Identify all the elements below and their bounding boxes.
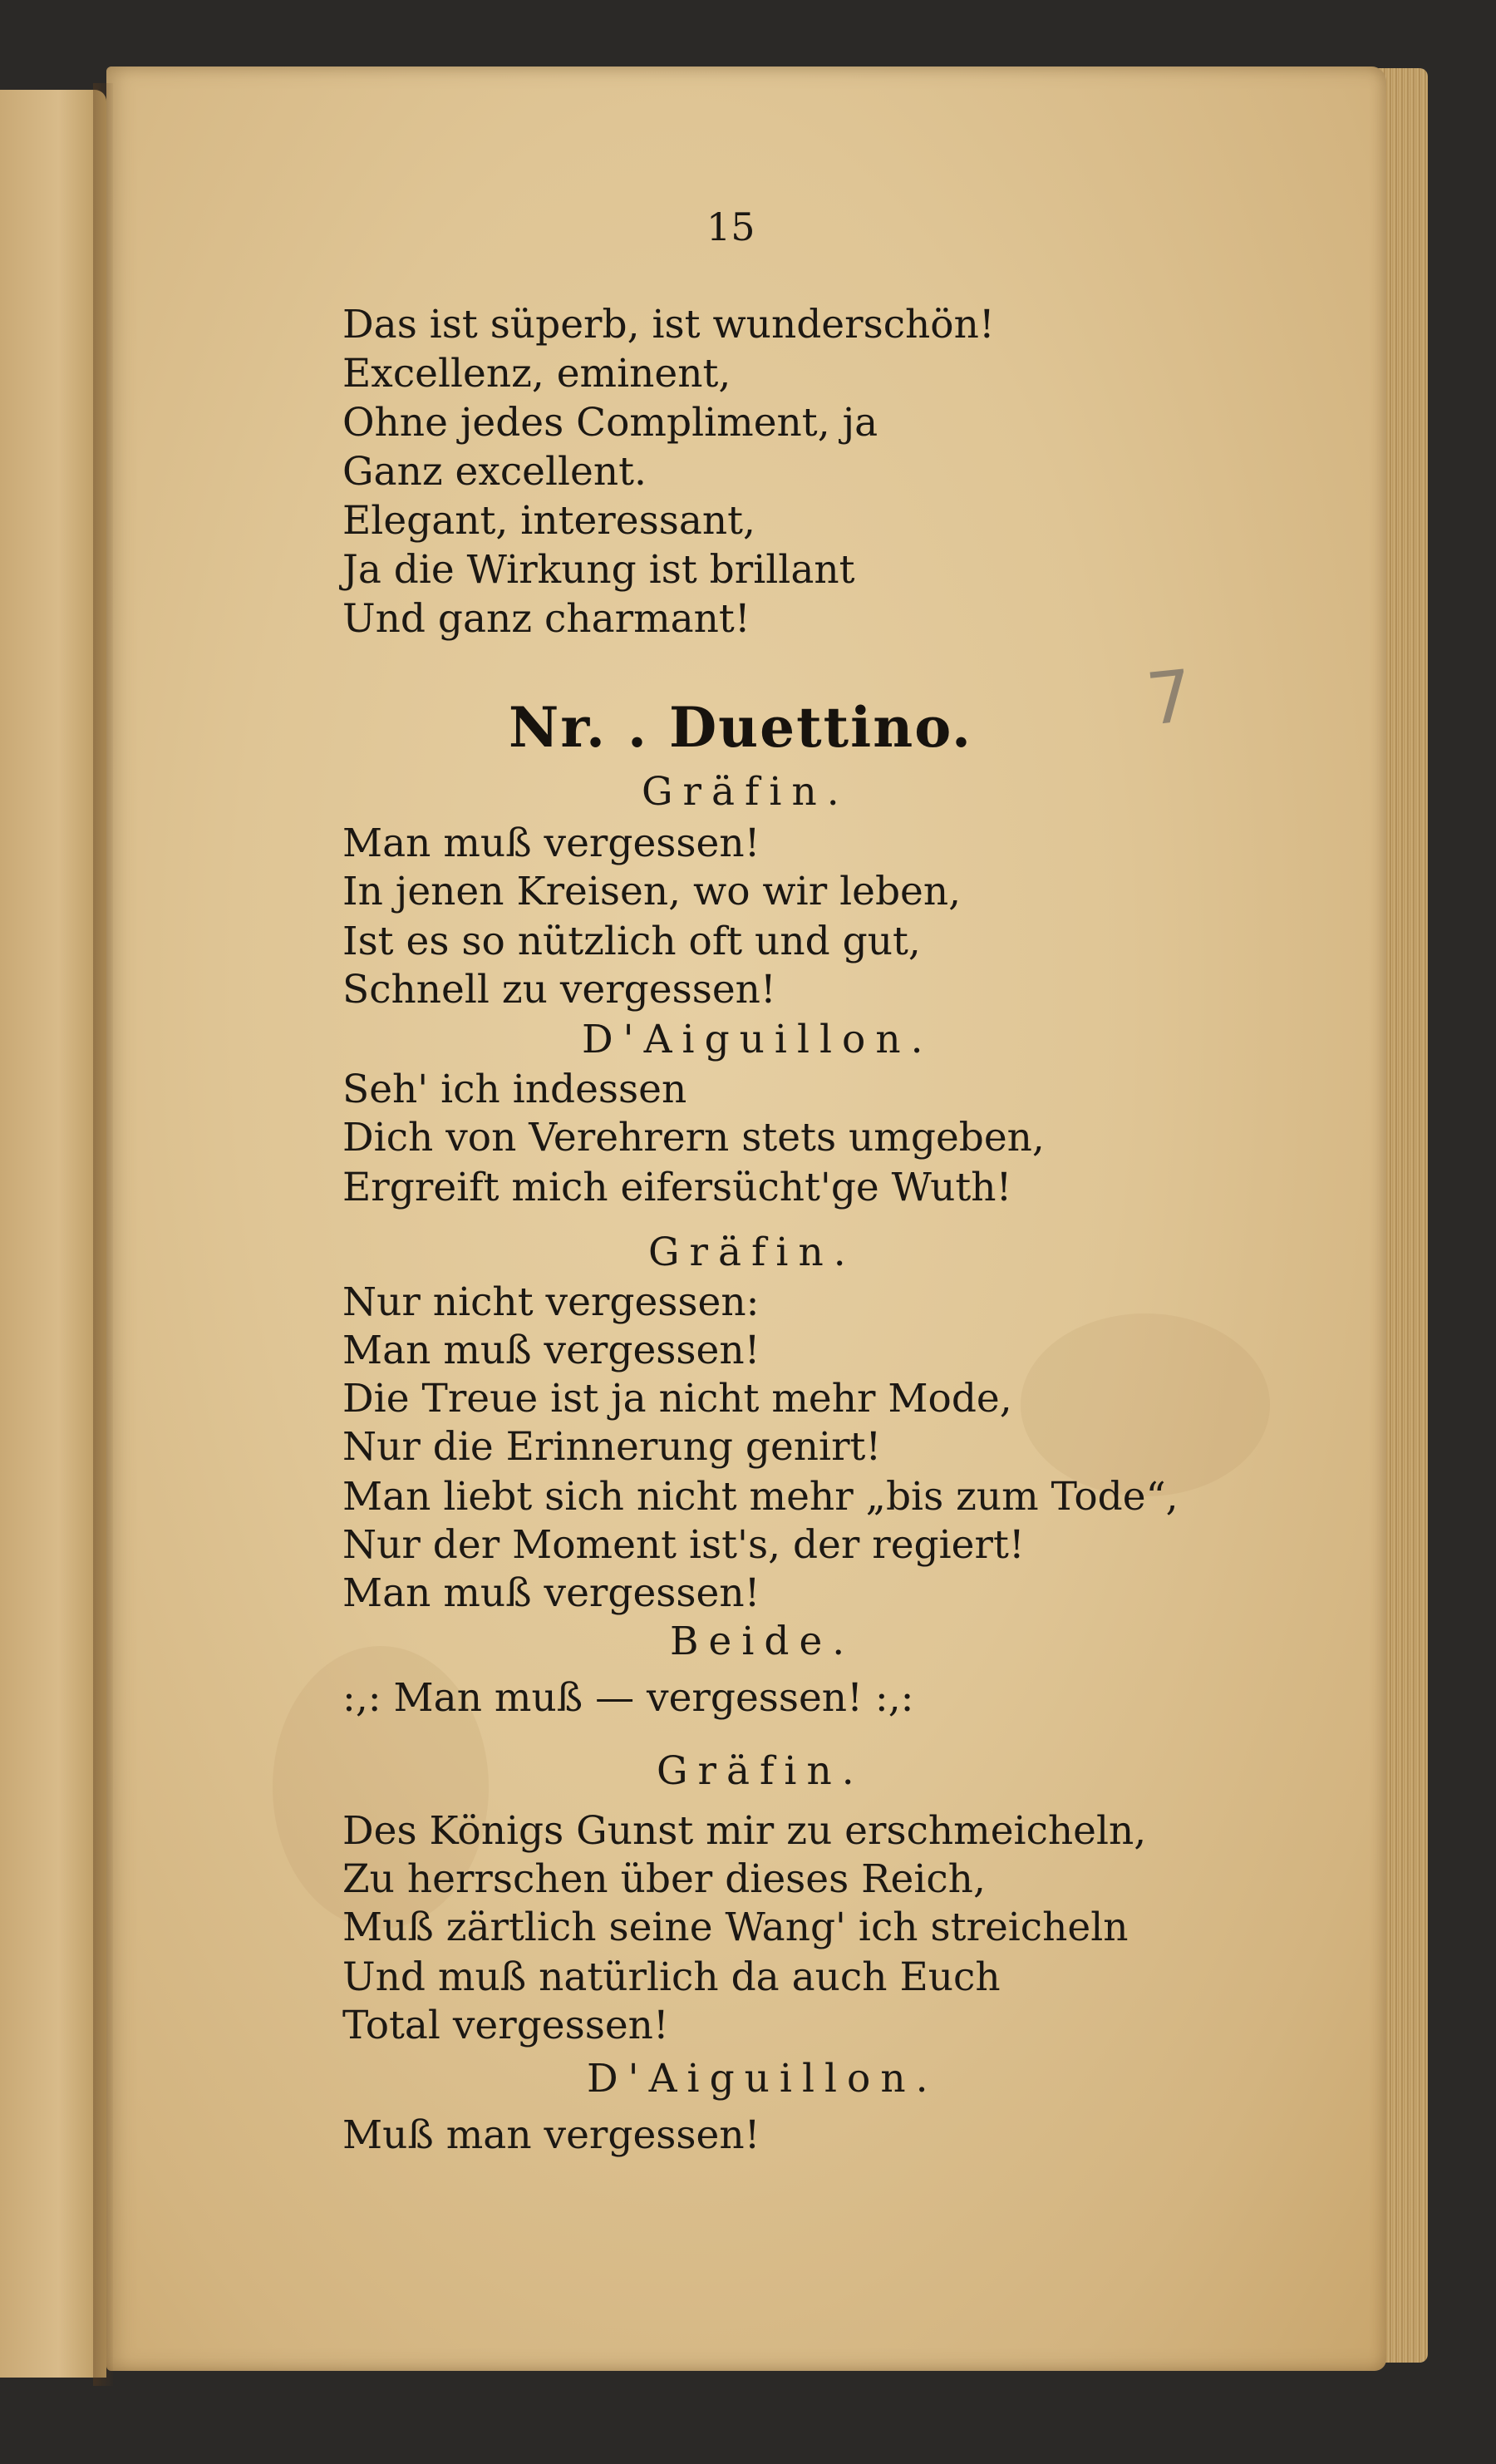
- verse-line: Die Treue ist ja nicht mehr Mode,: [342, 1376, 1012, 1422]
- verse-line: Elegant, interessant,: [342, 498, 755, 544]
- verse-line: Des Königs Gunst mir zu erschmeicheln,: [342, 1808, 1147, 1854]
- verse-line: Nur nicht vergessen:: [342, 1279, 760, 1325]
- verse-line: Man muß vergessen!: [342, 1570, 760, 1616]
- speaker-label: Gräfin.: [648, 1230, 856, 1275]
- verse-line: Nur die Erinnerung genirt!: [342, 1424, 882, 1470]
- speaker-label: Beide.: [670, 1619, 855, 1664]
- verse-line: Und ganz charmant!: [342, 596, 750, 642]
- verse-line: Zu herrschen über dieses Reich,: [342, 1856, 986, 1902]
- verse-line: Muß man vergessen!: [342, 2112, 760, 2158]
- previous-page-edge: [0, 90, 106, 2378]
- speaker-label: Gräfin.: [657, 1748, 864, 1794]
- book-gutter-shadow: [93, 83, 113, 2386]
- verse-line: Man muß vergessen!: [342, 1328, 760, 1373]
- verse-line: Ergreift mich eifersücht'ge Wuth!: [342, 1165, 1012, 1210]
- verse-line: Ja die Wirkung ist brillant: [342, 547, 855, 593]
- verse-line: Ohne jedes Compliment, ja: [342, 400, 878, 446]
- verse-line: Und muß natürlich da auch Euch: [342, 1954, 1001, 2000]
- verse-line: Excellenz, eminent,: [342, 351, 731, 397]
- verse-line: Ganz excellent.: [342, 449, 647, 495]
- verse-line: Seh' ich indessen: [342, 1067, 687, 1112]
- verse-line: Man muß vergessen!: [342, 821, 760, 866]
- verse-line: Man liebt sich nicht mehr „bis zum Tode“,: [342, 1474, 1179, 1520]
- speaker-label: D'Aiguillon.: [587, 2056, 938, 2102]
- verse-line: Ist es so nützlich oft und gut,: [342, 919, 921, 964]
- verse-line: Schnell zu vergessen!: [342, 967, 776, 1013]
- paper-stain: [1021, 1313, 1270, 1496]
- page-number: 15: [706, 205, 755, 249]
- verse-line: :,: Man muß — vergessen! :,:: [342, 1675, 914, 1721]
- verse-line: In jenen Kreisen, wo wir leben,: [342, 869, 962, 914]
- pencil-annotation: 7: [1142, 654, 1197, 742]
- verse-line: Nur der Moment ist's, der regiert!: [342, 1522, 1025, 1568]
- verse-line: Dich von Verehrern stets umgeben,: [342, 1115, 1045, 1161]
- verse-line: Total vergessen!: [342, 2003, 669, 2048]
- speaker-label: Gräfin.: [642, 769, 849, 815]
- verse-line: Muß zärtlich seine Wang' ich streicheln: [342, 1905, 1129, 1950]
- section-heading: Nr. . Duettino.: [509, 695, 973, 760]
- verse-line: Das ist süperb, ist wunderschön!: [342, 302, 995, 347]
- speaker-label: D'Aiguillon.: [582, 1017, 933, 1062]
